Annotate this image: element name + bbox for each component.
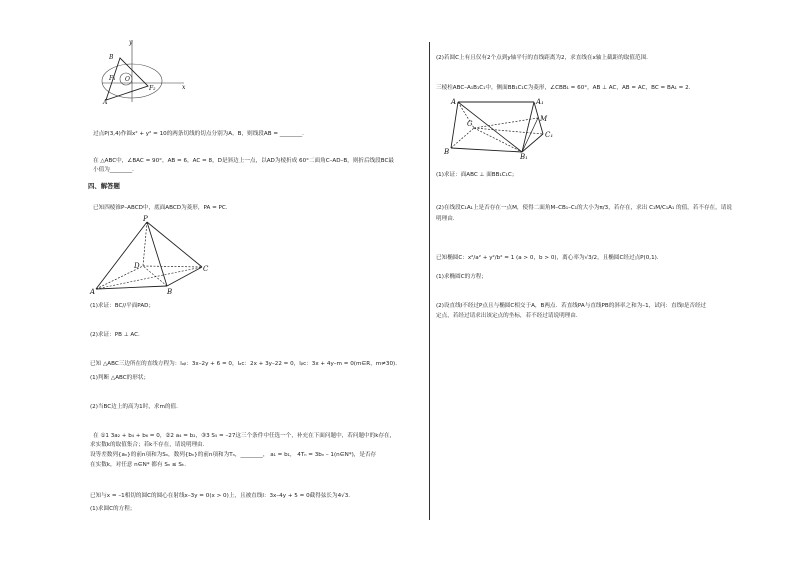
question-ellipse-part2-line1: (2)设直线l不经过P点且与椭圆C相交于A，B两点．若直线PA与直线PB的斜率之和为–1，试问：直线l是否经过 xyxy=(436,303,707,309)
question-ellipse: 已知椭圆C：x²/a² + y²/b² = 1 (a > 0，b > 0)，离心率为√3/2，且椭圆C经过点P(0,1). xyxy=(436,255,659,261)
figure-pyramid xyxy=(90,216,210,296)
label-b: B xyxy=(109,54,114,61)
edge-dc xyxy=(143,266,202,267)
section-title: 四、解答题 xyxy=(88,182,120,190)
question-prism-part2-line2: 明理由. xyxy=(436,216,455,222)
edge-b-b1 xyxy=(451,148,522,152)
label-c1: C₁ xyxy=(545,131,554,139)
edge-pc xyxy=(147,222,202,267)
label-a1: A₁ xyxy=(536,98,544,106)
question-circle-part1: (1)求圆C的方程； xyxy=(90,506,136,512)
question-ellipse-part2-line2: 定点，若经过请求出该定点的坐标，若不经过请说明理由. xyxy=(436,313,578,319)
label-b: B xyxy=(167,288,173,296)
column-divider xyxy=(429,42,430,520)
label-a: A xyxy=(103,99,108,106)
label-b1: B₁ xyxy=(520,153,528,161)
question-ellipse-part1: (1)求椭圆C的方程； xyxy=(436,274,487,280)
question-prism-part2-line1: (2)在线段C₁A₁上是否存在一点M，使得二面角M–CB₁–C₁的大小为π/3，若存在，求出 C₁M/C₁A₁ 的值，若不存在，请说 xyxy=(436,205,732,211)
label-d: D xyxy=(134,262,140,270)
question-triangle-fold-line2: 小值为________. xyxy=(93,167,134,173)
label-a: A xyxy=(451,98,457,106)
label-f1: F₁ xyxy=(109,75,116,82)
question-lines-part2: (2)当BC边上的高为1时，求m的值. xyxy=(90,404,178,410)
edge-c1-b1 xyxy=(522,134,543,152)
edge-a1-b1 xyxy=(522,102,534,152)
question-tangent-chord: 过点P(3,4)作圆x² + y² = 10的两条切线的切点分别为A，B，则线段AB = ________. xyxy=(93,131,304,137)
edge-m-b1 xyxy=(522,118,538,152)
label-x: x xyxy=(182,84,186,91)
label-y: y xyxy=(129,39,133,46)
diag-ac xyxy=(96,267,202,289)
question-sequence-line4: 在实数k，对任意 n∈N* 都有 Sₙ ≤ Sₖ. xyxy=(90,462,187,468)
label-c: C xyxy=(203,265,209,273)
question-circle-part2: (2)若圆C上有且仅有2个点到y轴平行的直线距离为2，求直线在x轴上截距的取值范围. xyxy=(436,55,648,61)
label-f2: F₂ xyxy=(149,85,156,92)
label-p: P xyxy=(143,215,148,223)
diag-bd xyxy=(143,266,167,286)
edge-bc xyxy=(167,267,202,286)
label-c: C xyxy=(467,120,473,128)
question-circle: 已知与x = –1相切的圆C的圆心在射线x–3y = 0(x > 0)上，且被直线l：3x–4y + 5 = 0截得弦长为4√3. xyxy=(90,493,351,499)
question-prism: 三棱柱ABC–A₁B₁C₁中，侧面BB₁C₁C为菱形，∠CBB₁ = 60°，AB ⊥ AC，AB = AC，BC = BA₁ = 2. xyxy=(436,85,691,91)
edge-pd xyxy=(143,222,147,266)
edge-c-b1 xyxy=(474,128,522,152)
question-lines-part1: (1)判断 △ABC的形状； xyxy=(90,375,150,381)
edge-a-b xyxy=(451,102,458,148)
question-sequence-line3: 设等差数列{aₙ}的前n项和为Sₙ，数列{bₙ}的前n项和为Tₙ，________， a₁ = b₁， 4Tₙ = 3bₙ – 1(n∈N*)，是否存 xyxy=(90,452,377,458)
question-sequence-line2: 求实数k的取值集合；若k不存在，请说明理由. xyxy=(90,442,205,448)
edge-ab xyxy=(96,286,167,289)
question-prism-part1: (1)求证：面ABC ⊥ 面BB₁C₁C； xyxy=(436,172,518,178)
edge-pb xyxy=(147,222,167,286)
question-lines: 已知 △ABC三边所在的直线方程为：lₐᵦ：3x–2y + 6 = 0，lₐc：2x + 3y–22 = 0，lᵦc：3x + 4y–m = 0(m∈R，m≠30). xyxy=(90,361,397,367)
edge-pa xyxy=(96,222,147,289)
label-m: M xyxy=(540,115,548,123)
question-triangle-fold-line1: 在 △ABC中，∠BAC = 90°，AB = 6，AC = 8，D是斜边上一点，以AD为棱折成 60°二面角C–AD–B，则折后线段BC最 xyxy=(93,158,394,164)
question-pyramid-part1: (1)求证：BC//平面PAD； xyxy=(90,303,155,309)
question-sequence-line1: 在 ①1 3a₂ + b₄ + b₆ = 0，②2 a₄ = b₂，③3 S₅ = –27这三个条件中任选一个，补充在下面问题中，若问题中的k存在， xyxy=(93,433,396,439)
label-a: A xyxy=(90,288,96,296)
question-pyramid-part2: (2)求证：PB ⊥ AC. xyxy=(90,332,140,338)
question-pyramid: 已知四棱锥P–ABCD中，底面ABCD为菱形，PA = PC. xyxy=(93,205,228,211)
label-b: B xyxy=(444,148,450,156)
edge-b-c xyxy=(451,128,474,148)
figure-prism xyxy=(444,96,558,161)
label-o: O xyxy=(125,76,130,83)
figure-ellipse-triangle xyxy=(96,36,196,106)
